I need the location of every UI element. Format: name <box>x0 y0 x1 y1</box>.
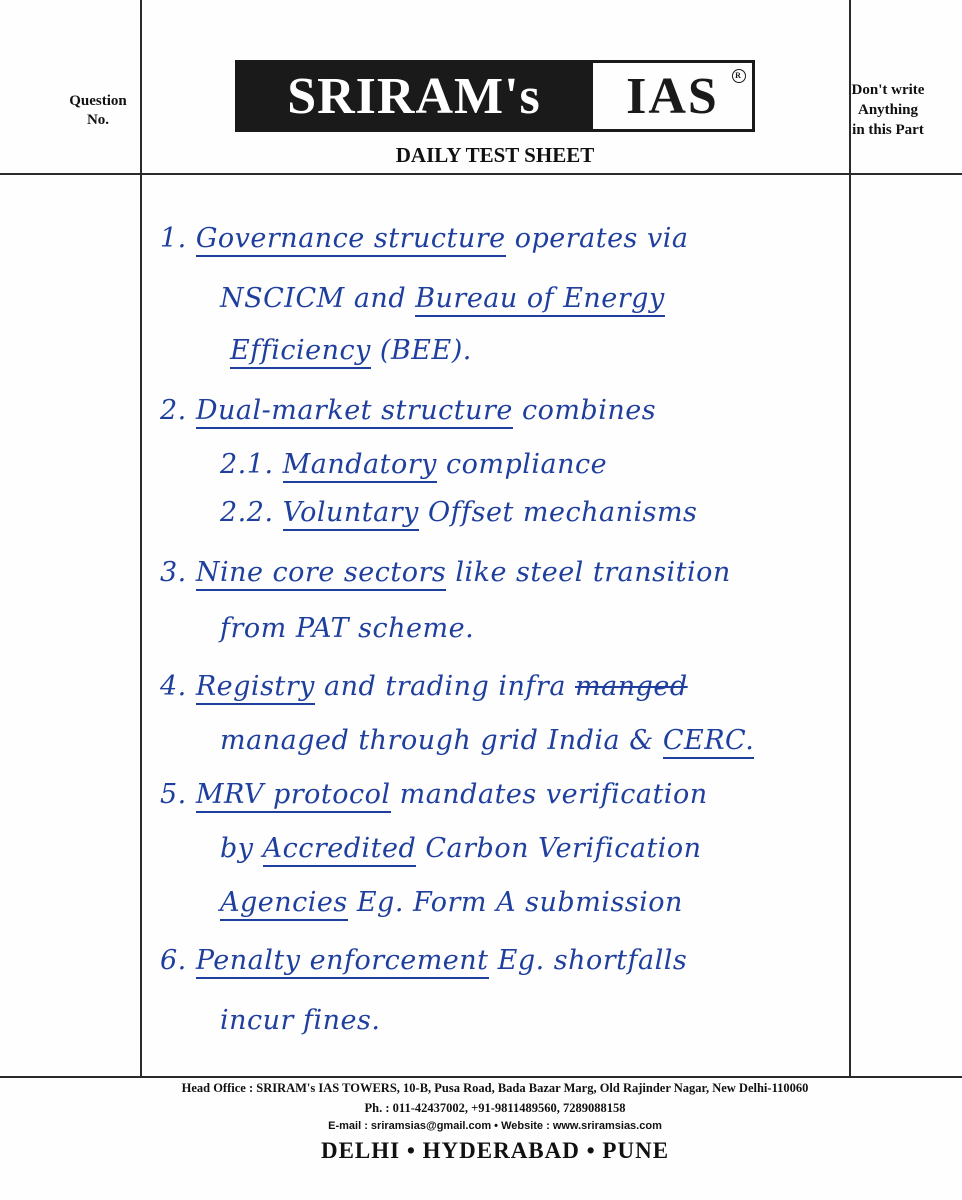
answer-line: Agencies Eg. Form A submission <box>220 887 683 918</box>
answer-line: 6. Penalty enforcement Eg. shortfalls <box>160 945 687 976</box>
underlined-phrase: Governance structure <box>196 223 506 257</box>
sheet-subtitle: DAILY TEST SHEET <box>395 143 595 167</box>
underlined-phrase: Bureau of Energy <box>415 283 665 317</box>
question-no-label: Question No. <box>69 93 127 128</box>
sriram-ias-logo <box>235 60 755 132</box>
underlined-phrase: Nine core sectors <box>196 557 446 591</box>
answer-line: 3. Nine core sectors like steel transition <box>160 557 731 588</box>
logo-right-box <box>593 60 755 132</box>
answer-line: managed through grid India & CERC. <box>220 725 754 756</box>
email-website: E-mail : sriramsias@gmail.com • Website : www.sriramsias.com <box>328 1120 662 1132</box>
answer-line: 2.2. Voluntary Offset mechanisms <box>220 497 697 528</box>
struck-word: manged <box>575 671 688 702</box>
underlined-phrase: MRV protocol <box>196 779 391 813</box>
underlined-phrase: Dual-market structure <box>196 395 513 429</box>
answer-line: Efficiency (BEE). <box>230 335 472 366</box>
underlined-phrase: CERC. <box>663 725 754 759</box>
underlined-phrase: Registry <box>196 671 315 705</box>
left-margin-line <box>140 0 142 1078</box>
answer-line: incur fines. <box>220 1005 381 1036</box>
city-list: DELHI • HYDERABAD • PUNE <box>320 1138 670 1163</box>
head-office-address: Head Office : SRIRAM's IAS TOWERS, 10-B, Pusa Road, Bada Bazar Marg, Old Rajinder Nagar, New Delhi-110060 <box>181 1081 809 1095</box>
answer-line: from PAT scheme. <box>220 613 475 644</box>
answer-line: by Accredited Carbon Verification <box>220 833 702 864</box>
footer-divider <box>0 1076 962 1078</box>
underlined-phrase: Mandatory <box>283 449 437 483</box>
underlined-phrase: Voluntary <box>283 497 419 531</box>
underlined-phrase: Penalty enforcement <box>196 945 489 979</box>
answer-line: NSCICM and Bureau of Energy <box>220 283 665 314</box>
underlined-phrase: Efficiency <box>230 335 371 369</box>
answer-line: 5. MRV protocol mandates verification <box>160 779 708 810</box>
answer-line: 2. Dual-market structure combines <box>160 395 656 426</box>
underlined-phrase: Accredited <box>263 833 417 867</box>
answer-line: 4. Registry and trading infra manged <box>160 671 688 702</box>
dont-write-label: Don't write Anything in this Part <box>851 82 925 138</box>
header-divider <box>0 173 962 175</box>
logo-left-text: SRIRAM's <box>235 60 593 132</box>
registered-mark: R <box>732 69 746 83</box>
answer-line: 1. Governance structure operates via <box>160 223 688 254</box>
logo-right-text: IAS <box>626 67 719 125</box>
answer-line: 2.1. Mandatory compliance <box>220 449 607 480</box>
underlined-phrase: Agencies <box>220 887 348 921</box>
phone-numbers: Ph. : 011-42437002, +91-9811489560, 7289088158 <box>364 1101 626 1115</box>
right-margin-line <box>849 0 851 1078</box>
